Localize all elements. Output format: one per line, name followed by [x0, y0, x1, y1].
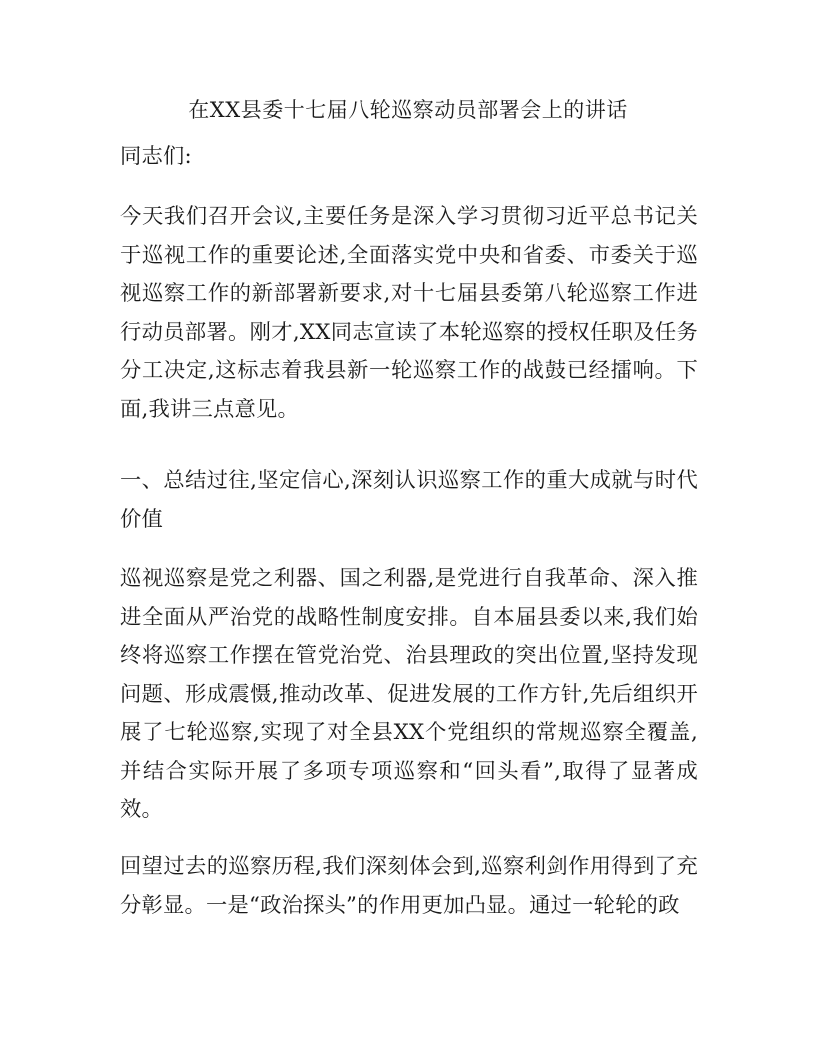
document-title: 在XX县委十七届八轮巡察动员部署会上的讲话	[188, 98, 628, 122]
paragraph-body-one: 巡视巡察是党之利器、国之利器,是党进行自我革命、深入推进全面从严治党的战略性制度安排。自本届县委以来,我们始终将巡察工作摆在管党治党、治县理政的突出位置,坚持发现问题、形成震慑,推动改革、促进发展的工作方针,先后组织开展了七轮巡察,实现了对全县XX个党组织的常规巡察全覆盖,并结合实际开展了多项专项巡察和“回头看”,取得了显著成效。	[120, 566, 698, 822]
paragraph-body-two: 回望过去的巡察历程,我们深刻体会到,巡察利剑作用得到了充分彰显。一是“政治探头”的作用更加凸显。通过一轮轮的政	[120, 854, 698, 918]
paragraph-intro: 今天我们召开会议,主要任务是深入学习贯彻习近平总书记关于巡视工作的重要论述,全面落实党中央和省委、市委关于巡视巡察工作的新部署新要求,对十七届县委第八轮巡察工作进行动员部署。刚才,XX同志宣读了本轮巡察的授权任职及任务分工决定,这标志着我县新一轮巡察工作的战鼓已经擂响。下面,我讲三点意见。	[120, 204, 698, 422]
salutation: 同志们:	[120, 144, 192, 169]
section-heading-one: 一、总结过往,坚定信心,深刻认识巡察工作的重大成就与时代价值	[120, 468, 698, 532]
